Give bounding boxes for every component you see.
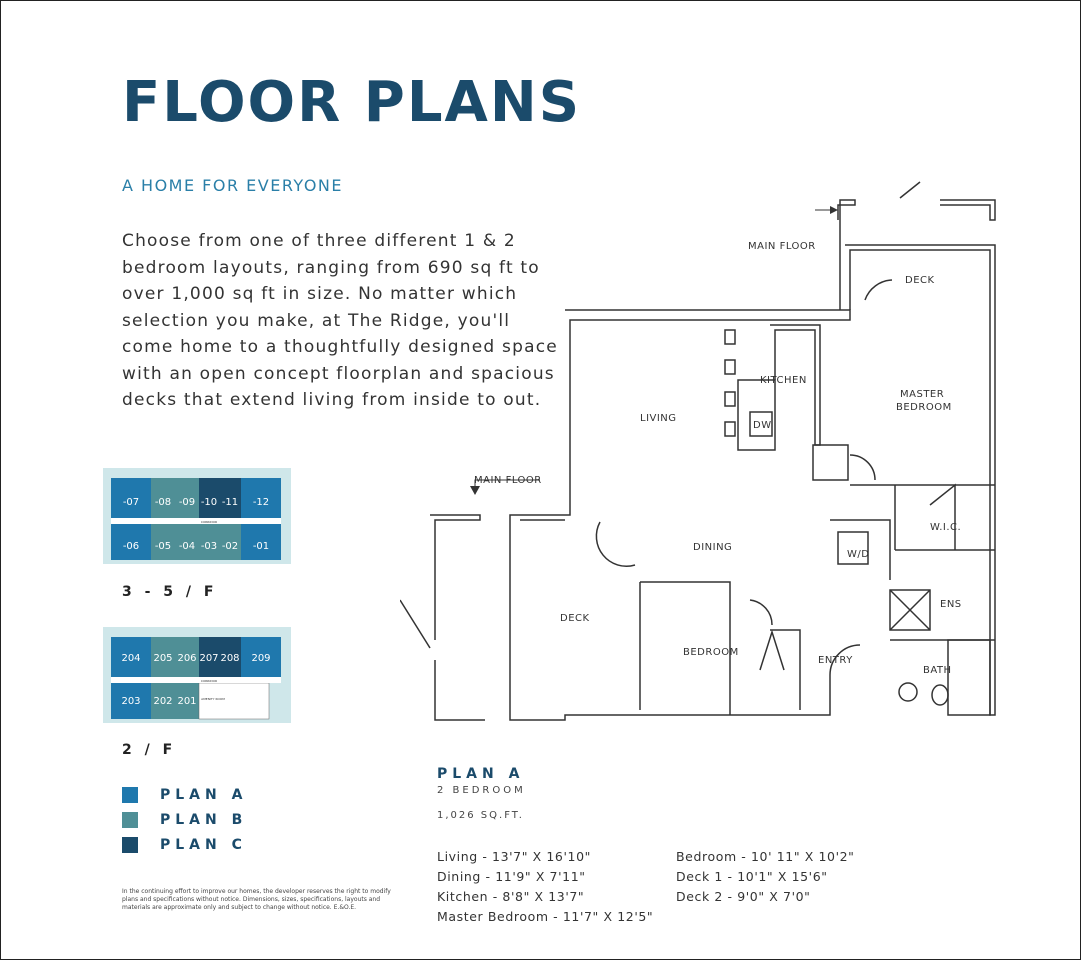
room-dimension: Deck 1 - 10'1" X 15'6" [676,869,828,884]
keyplan-unit: -03 [200,541,218,552]
keyplan-unit: 207 [199,653,219,664]
keyplan-unit: 209 [251,653,271,664]
label-ens: ENS [940,599,962,610]
floor-plan-drawing [400,170,1010,734]
keyplan-unit: 206 [177,653,197,664]
keyplan-unit: 203 [121,696,141,707]
keyplan-3-5-floor [103,468,293,572]
plan-legend [122,782,247,857]
page-subtitle: A HOME FOR EVERYONE [122,176,343,195]
legend-swatch [122,837,138,853]
keyplan-unit: -01 [252,541,270,552]
keyplan-unit: -10 [200,497,218,508]
label-dining: DINING [693,542,733,553]
room-dimensions-left [437,847,653,927]
keyplan-unit: -09 [178,497,196,508]
plan-type: 2 BEDROOM [437,785,526,796]
legend-swatch [122,812,138,828]
room-dimension: Kitchen - 8'8" X 13'7" [437,889,585,904]
label-entry: ENTRY [818,655,853,666]
keyplan-2-floor [103,627,293,731]
keyplan-unit: 208 [220,653,240,664]
intro-paragraph: Choose from one of three different 1 & 2 bedroom layouts, ranging from 690 sq ft to over 1,000 sq ft in size. No matter which selection you make, at The Ridge, you'll come home to a thoughtfully designed space with an open concept floorplan and spacious decks that extend living from inside to out. [122,231,558,410]
legend-swatch [122,787,138,803]
plan-name: PLAN A [437,766,525,782]
label-main-floor-top: MAIN FLOOR [748,241,816,252]
keyplan-amenity: AMENITY ROOM [201,697,225,701]
keyplan-corridor: CORRIDOR [200,679,218,683]
plan-area: 1,026 SQ.FT. [437,810,524,821]
room-dimension: Bedroom - 10' 11" X 10'2" [676,849,855,864]
keyplan-unit: -11 [221,497,239,508]
label-wic: W.I.C. [930,522,962,533]
keyplan-unit: 201 [177,696,197,707]
room-dimension: Living - 13'7" X 16'10" [437,849,591,864]
room-dimension: Deck 2 - 9'0" X 7'0" [676,889,811,904]
keyplan-floor-label: 2 / F [122,742,177,758]
label-main-floor-left: MAIN FLOOR [474,475,542,486]
label-deck-left: DECK [560,613,590,624]
keyplan-unit: 204 [121,653,141,664]
keyplan-unit: -08 [154,497,172,508]
label-kitchen: KITCHEN [760,375,807,386]
keyplan-unit: -12 [252,497,270,508]
legend-item-plan-b [122,807,247,832]
label-bath: BATH [923,665,952,676]
label-deck-top: DECK [905,275,935,286]
keyplan-unit: -07 [122,497,140,508]
keyplan-unit: -02 [221,541,239,552]
legend-item-plan-a [122,782,247,807]
label-master-bedroom-1: MASTER [900,389,945,400]
label-master-bedroom-2: BEDROOM [896,402,952,413]
disclaimer-text: In the continuing effort to improve our homes, the developer reserves the right to modify plans and specifications without notice. Dimensions, sizes, specifications, layouts and materials are approximate only and subject to change without notice. E.&O.E. [122,888,391,911]
keyplan-floor-label: 3 - 5 / F [122,584,218,600]
legend-label: PLAN A [160,786,248,803]
keyplan-unit: -06 [122,541,140,552]
room-dimension: Dining - 11'9" X 7'11" [437,869,586,884]
keyplan-corridor: CORRIDOR [200,520,218,524]
label-bedroom: BEDROOM [683,647,739,658]
label-wd: W/D [847,549,870,560]
room-dimensions-right [676,847,855,907]
keyplan-unit: -04 [178,541,196,552]
label-dw: DW [753,420,772,431]
legend-item-plan-c [122,832,247,857]
page-title: FLOOR PLANS [122,70,582,135]
keyplan-unit: 205 [153,653,173,664]
keyplan-unit: 202 [153,696,173,707]
room-dimension: Master Bedroom - 11'7" X 12'5" [437,909,654,924]
label-living: LIVING [640,413,677,424]
legend-label: PLAN C [160,836,247,853]
keyplan-unit: -05 [154,541,172,552]
legend-label: PLAN B [160,811,248,828]
